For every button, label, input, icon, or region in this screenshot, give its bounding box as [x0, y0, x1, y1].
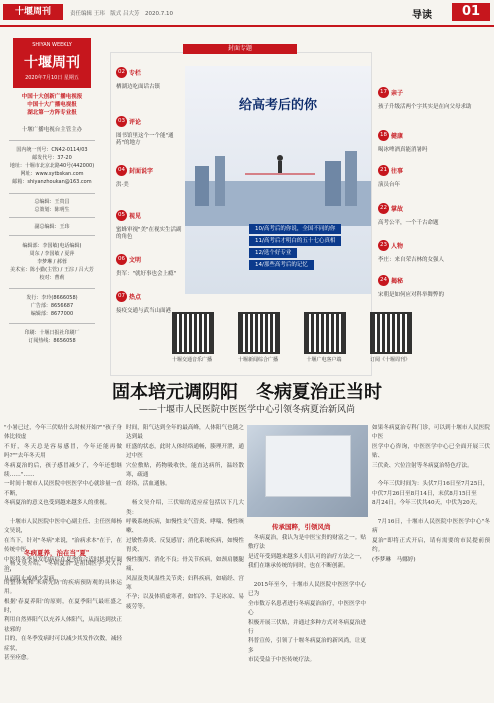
masthead-honors	[5, 93, 99, 117]
item-number: 06	[116, 254, 127, 265]
printing-line: 印刷：十堰日报社印刷厂	[24, 330, 80, 336]
photo-inner	[265, 435, 351, 497]
contents-item[interactable]	[116, 62, 186, 91]
honor-line: 湖北第一方阵专业报	[27, 110, 77, 116]
article-column-4: 如果冬病夏治专科门诊，可以到十堰市人民医院中医 医学中心咨询，中医医学中心已全面开展三伏贴、 三伏灸、穴位注射等冬病夏治特色疗法。 今年三伏时间为：头伏7月16日至7月25日， 中伏7月26日至8月14日，末伏8月15日至 8月24日。今年三伏共40天，中伏为20天。 7月16日，十堰市人民医院中医医学中心"冬病 夏治"即将正式开启，请有需要的市民提前预约。 (李梦琳 马娜婷)	[372, 425, 490, 563]
item-label: 评论	[129, 119, 142, 126]
item-text: 喝冰啤酒真能消暑吗	[378, 147, 428, 153]
item-number: 02	[116, 67, 127, 78]
staff-line: 美术室：陈小勤(主管) / 王淙 / 吕大芳	[10, 267, 94, 273]
phone-line: 广告部：8656687	[30, 303, 74, 309]
caption-line: 10/高考后的你说，全国不同的你	[249, 224, 341, 234]
section-heading: 冬病夏养，治在当"夏"	[24, 549, 90, 557]
editor-info: 责任编辑 王玮 版式 吕大芳 2020.7.10	[70, 11, 173, 17]
masthead	[3, 30, 100, 374]
item-label: 封面说字	[129, 168, 154, 175]
contents-item[interactable]	[378, 270, 488, 299]
item-text: 洪·美	[116, 182, 129, 188]
item-number: 07	[116, 291, 127, 302]
article-column-3: 冬病夏治，我认为是中医宝贵的财富之一。贴敷疗法 是近年受到越来越多人们认可的治疗方法之一， 我们在继承传统的同时，也在不断创新。 2015年至今，十堰市人民医院中医医学中心已为 全市数万名患者进行冬病夏治治疗，中医医学中心 积极开展三伏贴，并通过多种方式对冬病夏治进行 科普宣传，引领了十堰冬病夏治的新风尚，让更多 市民受益于中医传统疗法。	[248, 535, 366, 664]
caption-list	[185, 224, 371, 268]
masthead-logo-sub: 2020年7月10日 星期五	[25, 75, 79, 81]
qr-code[interactable]	[172, 312, 214, 354]
item-text: 蜜蜂审视"美"在视实生活副的角色	[116, 227, 182, 240]
masthead-staff-deputy	[7, 223, 97, 231]
masthead-staff-editors	[7, 242, 97, 282]
divider	[9, 323, 95, 324]
item-number: 22	[378, 203, 389, 214]
contact-line: 邮箱：shiyanzhoukan@163.com	[12, 179, 92, 185]
item-text: 李庄：来自荣吉林的女强人	[378, 257, 445, 263]
staff-line: 副总编辑：王玮	[34, 224, 70, 230]
item-label: 掌故	[391, 206, 404, 213]
cover-feature-title: 给高考后的你	[238, 98, 317, 113]
caption-line: 14/那些高考后的记忆	[249, 260, 314, 270]
item-label: 揭秘	[391, 278, 404, 285]
masthead-logo-name: 十堰周刊	[24, 55, 80, 71]
item-number: 23	[378, 240, 389, 251]
honor-line: 中国十大广播电视报	[27, 102, 77, 108]
divider	[9, 140, 95, 141]
item-text: 栖湖边吃面话古镇	[116, 84, 161, 90]
item-text: 接疫交通与武当山面港	[116, 308, 172, 314]
item-label: 健康	[391, 133, 404, 140]
article-photo	[247, 425, 368, 517]
masthead-logo	[13, 38, 91, 88]
qr-code[interactable]	[304, 312, 346, 354]
item-label: 专栏	[129, 70, 142, 77]
contact-line: 地址：十堰市北京北路40号(442000)	[9, 163, 95, 169]
masthead-logo-top: SHIYAN WEEKLY	[32, 42, 72, 48]
masthead-org: 十堰广播电视台主管主办	[21, 127, 83, 133]
divider	[9, 193, 95, 194]
item-label: 文明	[129, 257, 142, 264]
honor-line: 中国十大创新广播电视报	[21, 94, 83, 100]
masthead-staff-chief	[7, 198, 97, 214]
caption-line: 12/选个好专业	[249, 248, 297, 258]
phone-line: 编辑部：8677000	[30, 311, 74, 317]
contact-line: 邮发代号：37-20	[32, 155, 72, 161]
phone-line: 发行：李玲(8666058)	[26, 295, 78, 301]
contents-item[interactable]	[116, 249, 186, 278]
contents-item[interactable]	[116, 286, 186, 315]
staff-line: 编辑部：李国敏(电话编辑)	[22, 243, 82, 249]
contents-item[interactable]	[378, 198, 488, 227]
page-number: 01	[452, 3, 490, 21]
header-rule	[0, 25, 494, 27]
qr-label: 订阅《十堰周刊》	[369, 357, 410, 363]
article-column-1: "小暑已过，今年三伏贴什么时候开始?""孩子身体比较虚 不好，冬天总是容易感冒，今年还能再做吗?""去年冬天用 冬病夏治的后，孩子感冒减少了，今年还想继续……"…… 一时间十堰市人民医院中医医学中心就诊量一直不断， 冬病夏治的意义也受到越来越多人的重视。 十堰市人民医院中医中心副主任、主任医师杨文昊说， 在当下，针对"冬病"来说，"治病求本"在于，在传统中医 中医将冬季易发的病症在夏季的合适时机进行调治， 从而阻止或减少发病。	[4, 425, 122, 582]
qr-code[interactable]	[238, 312, 280, 354]
item-text: 贵军："就好事也会上瘾"	[116, 271, 177, 277]
item-text: 宋朝是如何应对科举舞弊的	[378, 292, 445, 298]
masthead-printing	[7, 329, 97, 345]
contents-item[interactable]	[116, 205, 186, 241]
item-label: 视见	[129, 213, 142, 220]
staff-line: 总编辑：王贵昌	[34, 199, 70, 205]
contents-item[interactable]	[378, 235, 488, 264]
item-number: 18	[378, 130, 389, 141]
item-number: 03	[116, 116, 127, 127]
item-text: 高考公平，一个千古命题	[378, 220, 439, 226]
masthead-contact	[7, 146, 97, 186]
contents-item[interactable]	[378, 125, 488, 154]
contact-line: 国内统一刊号：CN42-0114/03	[16, 147, 88, 153]
staff-line: 校对：曹莉	[39, 275, 65, 281]
city-skyline-illustration	[185, 126, 371, 226]
staff-line: 总策划：陈明生	[34, 207, 70, 213]
item-number: 17	[378, 87, 389, 98]
printing-line: 订阅热线：8656058	[28, 338, 76, 344]
contents-item[interactable]	[378, 160, 488, 189]
qr-label: 十堰新闻综合广播	[237, 357, 278, 363]
staff-line: 周东 / 李国敏 / 夏萍	[29, 251, 75, 257]
item-text: 孩子升级活两个字其实是在向父母求助	[378, 104, 472, 110]
item-text: 图书馆里这个一个能"通药"的地方	[116, 133, 174, 146]
contents-item[interactable]	[378, 82, 488, 111]
qr-label: 十堰交通音乐广播	[171, 357, 212, 363]
cover-feature-image	[185, 66, 371, 294]
section-name: 导读	[412, 10, 432, 21]
item-text: 演员台年	[378, 182, 401, 188]
item-label: 人物	[391, 243, 404, 250]
paper-logo: 十堰周刊	[3, 4, 63, 20]
masthead-phones	[7, 294, 97, 318]
qr-code[interactable]	[370, 312, 412, 354]
staff-line: 李梦琳 / 郝蓉	[37, 259, 67, 265]
page-header	[0, 0, 494, 26]
article-column-2: 时间，阳气达到全年的最高峰，人体阳气也随之达到最 旺盛的状态，此时人体经络通畅，腠理开泄，通过中医 穴位敷贴，药物吸收快，能直达病所，温经散寒，疏通 经络，活血通脉。 杨文昊介绍，三伏贴的适应症包括以下几大类： 呼吸系统疾病，如慢性支气管炎、哮喘、慢性咳嗽、 过敏性鼻炎、反复感冒；消化系统疾病，如慢性胃炎、 慢性腹泻、消化不良；骨关节疾病，如颈肩腰腿痛、 风湿及类风湿性关节炎；妇科疾病，如痛经、宫寒 不孕；以及体质虚寒者，如怕冷、手足冰凉、易疲劳等。	[126, 425, 244, 610]
divider	[9, 235, 95, 236]
section-heading: 传承国粹，引领风尚	[272, 523, 331, 531]
article-title: 固本培元调阴阳 冬病夏治正当时	[112, 382, 382, 403]
qr-label: 十堰广电客户端	[306, 357, 342, 363]
caption-line: 11/高考后才明白的五十七心真相	[249, 236, 341, 246]
article-column-1b: 杨文昊介绍，"冬病夏治"是祖国医学'天人合一' 的整体观和'未病先防'的疾病预防观的具体运用。 根据'春夏养阳'的原则，在夏季阳气最旺盛之时， 利用自然界阳气以充养人体阳气，从而达到扶正祛邪的 目的，在冬季发病时可以减少其发作次数，减轻症状， 甚至痊愈。	[4, 561, 122, 662]
item-label: 热点	[129, 294, 142, 301]
item-number: 05	[116, 210, 127, 221]
contents-item[interactable]	[116, 160, 186, 189]
item-number: 24	[378, 275, 389, 286]
article-subtitle: ——十堰市人民医院中医医学中心引领冬病夏治新风尚	[138, 405, 355, 415]
item-label: 亲子	[391, 90, 404, 97]
divider	[9, 217, 95, 218]
contact-line: 网址：www.sytbskan.com	[20, 171, 84, 177]
divider	[9, 288, 95, 289]
item-number: 04	[116, 165, 127, 176]
item-label: 往事	[391, 168, 404, 175]
item-number: 21	[378, 165, 389, 176]
contents-item[interactable]	[116, 111, 186, 147]
feature-banner: 封面专题	[183, 44, 297, 54]
